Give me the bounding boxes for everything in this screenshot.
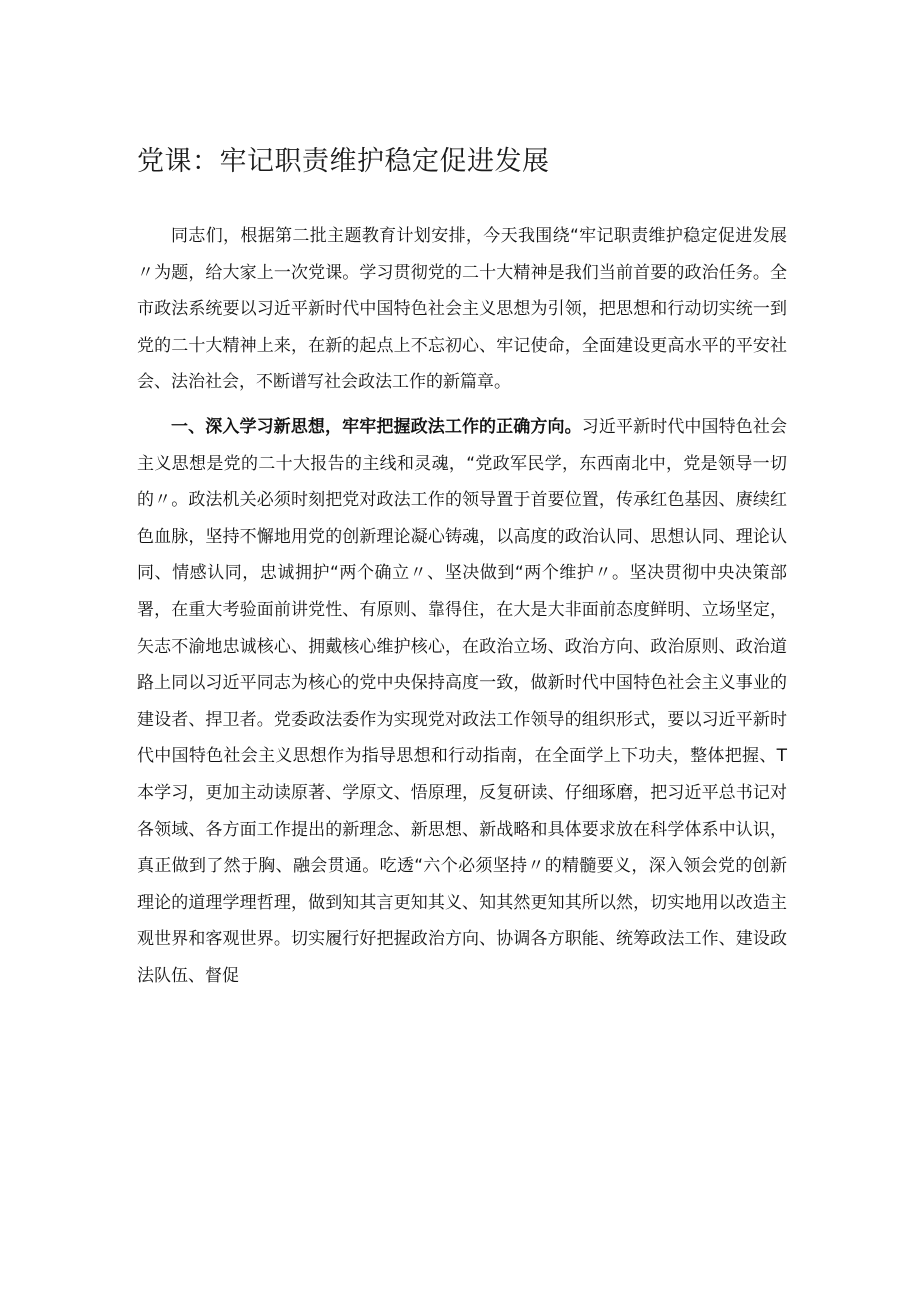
document-body <box>137 218 787 994</box>
document-title: 党课：牢记职责维护稳定促进发展 <box>137 146 550 177</box>
section-heading: 一、深入学习新思想，牢牢把握政法工作的正确方向。 <box>171 416 582 437</box>
paragraph-intro <box>137 218 787 401</box>
paragraph-section-one <box>137 409 787 995</box>
paragraph-text: 同志们，根据第二批主题教育计划安排，今天我围绕“牢记职责维护稳定促进发展〃为题，给大家上一次党课。学习贯彻党的二十大精神是我们当前首要的政治任务。全市政法系统要以习近平新时代中国特色社会主义思想为引领，把思想和行动切实统一到党的二十大精神上来，在新的起点上不忘初心、牢记使命，全面建设更高水平的平安社会、法治社会，不断谱写社会政法工作的新篇章。 <box>137 226 787 393</box>
paragraph-text: 习近平新时代中国特色社会主义思想是党的二十大报告的主线和灵魂，“党政军民学，东西南北中，党是领导一切的〃。政法机关必须时刻把党对政法工作的领导置于首要位置，传承红色基因、赓续红色血脉，坚持不懈地用党的创新理论凝心铸魂，以高度的政治认同、思想认同、理论认同、情感认同，忠诚拥护“两个确立〃、坚决做到“两个维护〃。坚决贯彻中央决策部署，在重大考验面前讲党性、有原则、靠得住，在大是大非面前态度鲜明、立场坚定，矢志不渝地忠诚核心、拥戴核心维护核心，在政治立场、政治方向、政治原则、政治道路上同以习近平同志为核心的党中央保持高度一致，做新时代中国特色社会主义事业的建设者、捍卫者。党委政法委作为实现党对政法工作领导的组织形式，要以习近平新时代中国特色社会主义思想作为指导思想和行动指南，在全面学上下功夫，整体把握、T本学习，更加主动读原著、学原文、悟原理，反复研读、仔细琢磨，把习近平总书记对各领域、各方面工作提出的新理念、新思想、新战略和具体要求放在科学体系中认识，真正做到了然于胸、融会贯通。吃透“六个必须坚持〃的精髓要义，深入领会党的创新理论的道理学理哲理，做到知其言更知其义、知其然更知其所以然，切实地用以改造主观世界和客观世界。切实履行好把握政治方向、协调各方职能、统筹政法工作、建设政法队伍、督促 <box>137 416 788 986</box>
